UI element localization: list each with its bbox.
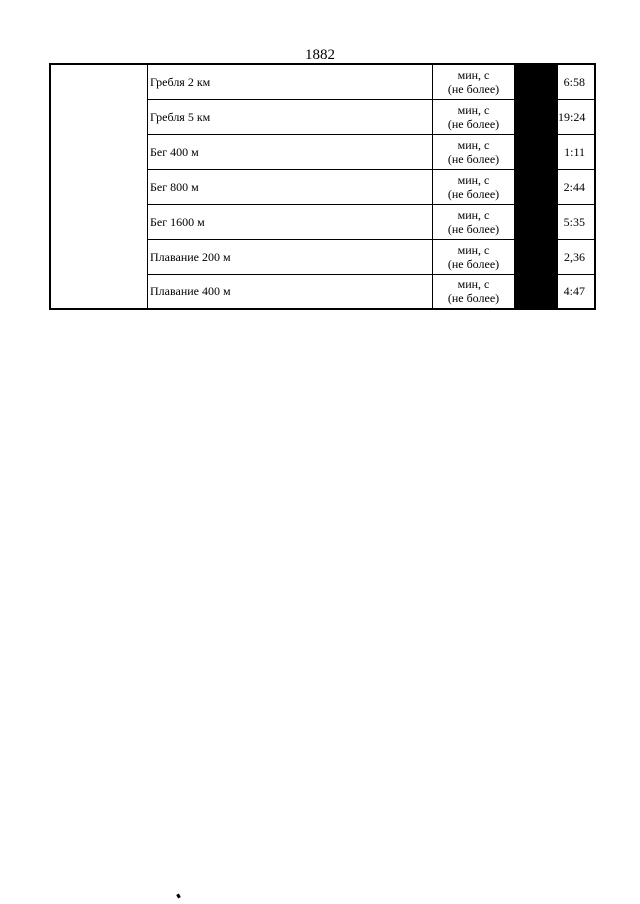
exercise-name: Гребля 2 км <box>148 64 433 99</box>
norm-value: 6:58 <box>558 64 596 99</box>
unit-line-1: мин, с <box>457 277 490 292</box>
unit-cell <box>433 274 515 309</box>
exercise-name: Бег 400 м <box>148 134 433 169</box>
table-row <box>50 64 595 99</box>
redacted-cell <box>515 239 558 274</box>
exercise-name: Плавание 400 м <box>148 274 433 309</box>
unit-cell <box>433 204 515 239</box>
unit-line-1: мин, с <box>457 102 490 117</box>
unit-line-1: мин, с <box>457 242 490 257</box>
exercise-name: Бег 800 м <box>148 169 433 204</box>
unit-line-1: мин, с <box>457 67 490 82</box>
unit-cell <box>433 134 515 169</box>
norms-table <box>49 63 596 310</box>
redacted-cell <box>515 274 558 309</box>
unit-line-1: мин, с <box>457 172 490 187</box>
exercise-name: Плавание 200 м <box>148 239 433 274</box>
unit-cell <box>433 64 515 99</box>
unit-line-2: (не более) <box>447 186 500 201</box>
norm-value: 1:11 <box>558 134 596 169</box>
unit-line-2: (не более) <box>447 81 500 96</box>
unit-line-2: (не более) <box>447 116 500 131</box>
redacted-cell <box>515 99 558 134</box>
norm-value: 2,36 <box>558 239 596 274</box>
unit-cell <box>433 169 515 204</box>
norm-value: 5:35 <box>558 204 596 239</box>
redacted-cell <box>515 64 558 99</box>
page-number: 1882 <box>305 47 335 63</box>
unit-line-1: мин, с <box>457 207 490 222</box>
scan-speck <box>176 894 181 899</box>
exercise-name: Бег 1600 м <box>148 204 433 239</box>
redacted-cell <box>515 169 558 204</box>
unit-cell <box>433 239 515 274</box>
unit-line-2: (не более) <box>447 291 500 306</box>
exercise-name: Гребля 5 км <box>148 99 433 134</box>
unit-line-2: (не более) <box>447 221 500 236</box>
redacted-cell <box>515 204 558 239</box>
norm-value: 4:47 <box>558 274 596 309</box>
unit-cell <box>433 99 515 134</box>
unit-line-2: (не более) <box>447 151 500 166</box>
unit-line-1: мин, с <box>457 137 490 152</box>
norm-value: 2:44 <box>558 169 596 204</box>
norm-value: 19:24 <box>558 99 596 134</box>
redacted-cell <box>515 134 558 169</box>
unit-line-2: (не более) <box>447 256 500 271</box>
group-cell-empty <box>50 64 148 309</box>
